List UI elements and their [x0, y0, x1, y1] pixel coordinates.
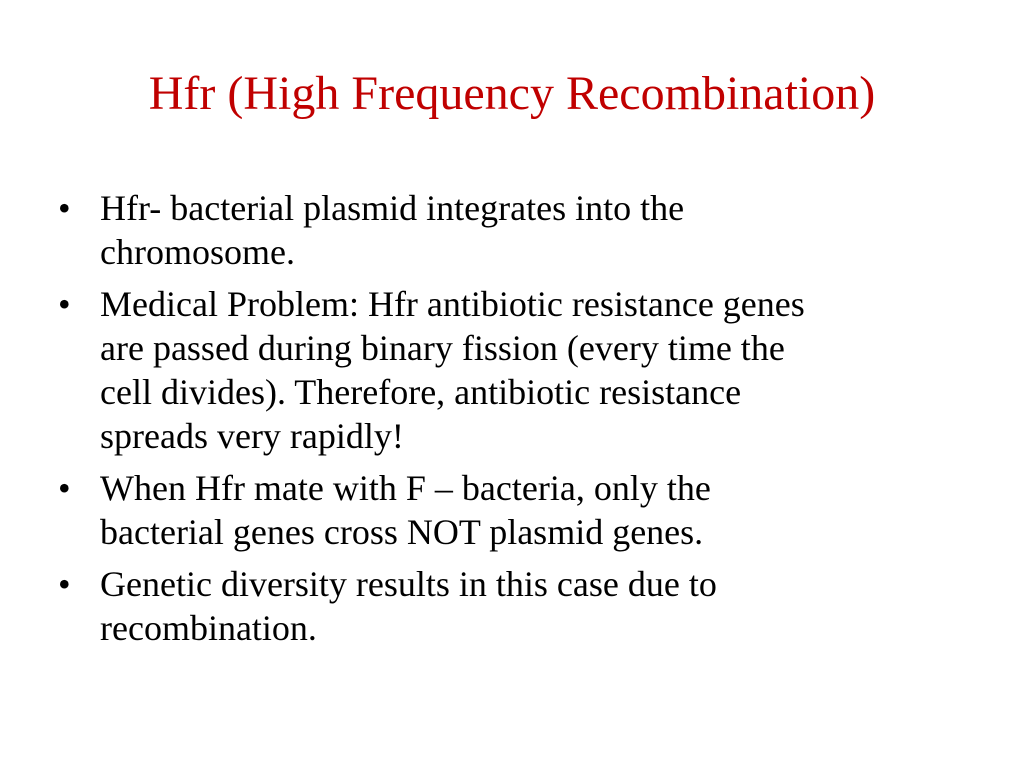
- bullet-text: Hfr- bacterial plasmid integrates into the chromosome.: [100, 188, 685, 272]
- bullet-item: [58, 186, 958, 274]
- bullet-text: Medical Problem: Hfr antibiotic resistance genes are passed during binary fission (every time the cell divides). Therefore, antibiotic resistance spreads very rapidly!: [100, 284, 805, 456]
- bullet-item: [58, 466, 958, 554]
- bullet-list: [58, 186, 958, 658]
- bullet-text: Genetic diversity results in this case due to recombination.: [100, 564, 717, 648]
- bullet-item: [58, 282, 958, 458]
- bullet-dot-icon: •: [58, 284, 71, 324]
- bullet-dot-icon: •: [58, 188, 71, 228]
- bullet-text: When Hfr mate with F – bacteria, only the bacterial genes cross NOT plasmid genes.: [100, 468, 711, 552]
- bullet-item: [58, 562, 958, 650]
- bullet-dot-icon: •: [58, 564, 71, 604]
- bullet-dot-icon: •: [58, 468, 71, 508]
- slide-title: Hfr (High Frequency Recombination): [148, 67, 876, 120]
